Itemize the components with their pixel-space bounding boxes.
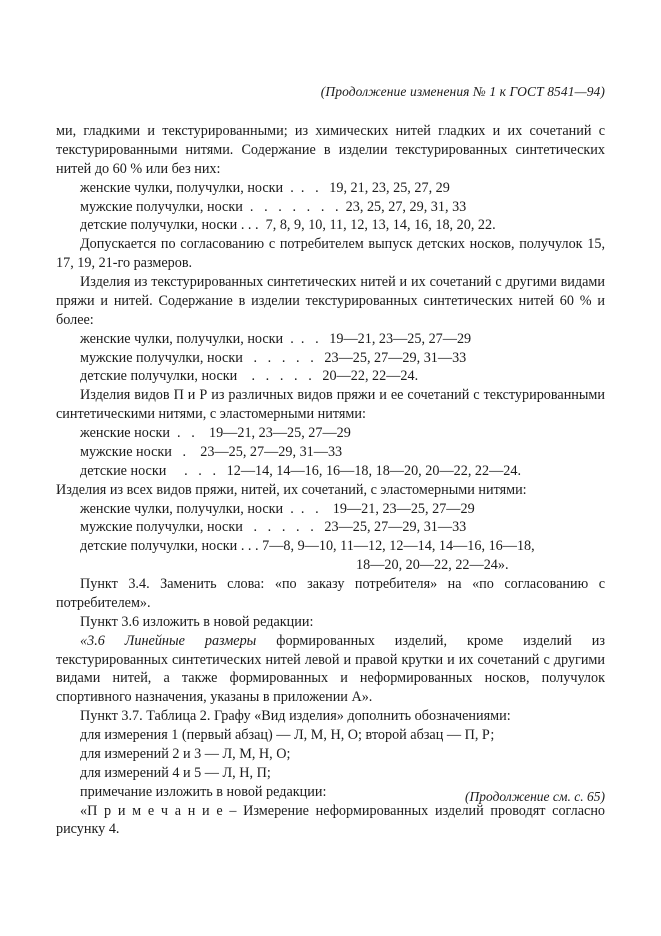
list-item: женские чулки, получулки, носки . . . 19, 21, 23, 25, 27, 29 (80, 179, 450, 196)
paragraph-3: Изделия из текстурированных синтетических нитей и их сочетаний с другими видами пряжи и нитей. Содержание в изделии текстурированных синтетических нитей 60 % и более: (56, 274, 605, 328)
list-item: примечание изложить в новой редакции: (80, 783, 327, 800)
paragraph-1: ми, гладкими и текстурированными; из химических нитей гладких и их сочетаний с текстурированными нитями. Содержание в изделии текстурированных синтетических нитей до 60 % или без них: (56, 123, 605, 177)
note-label: «П р и м е ч а н и е (80, 802, 223, 819)
paragraph-9: Пункт 3.7. Таблица 2. Графу «Вид изделия» дополнить обозначениями: (80, 708, 511, 725)
paragraph-7: Пункт 3.6 изложить в новой редакции: (80, 613, 314, 630)
note-paragraph (56, 802, 605, 840)
paragraph-8 (56, 632, 605, 708)
list-item: мужские получулки, носки . . . . . 23—25, 27—29, 31—33 (80, 519, 467, 536)
list-item: детские носки . . . 12—14, 14—16, 16—18, 18—20, 20—22, 22—24. (80, 462, 522, 479)
page-header-continuation-note: (Продолжение изменения № 1 к ГОСТ 8541—94) (320, 84, 605, 99)
list-item: женские носки . . 19—21, 23—25, 27—29 (80, 425, 351, 441)
list-item: детские получулки, носки . . . 7, 8, 9, 10, 11, 12, 13, 14, 16, 18, 20, 22. (80, 217, 496, 234)
paragraph-8-lead: «3.6 Линейные размеры (80, 632, 257, 649)
list-item: для измерений 2 и 3 — Л, М, Н, О; (80, 745, 291, 762)
list-item: мужские получулки, носки . . . . . 23—25, 27—29, 31—33 (80, 349, 467, 366)
paragraph-8-rest: формированных изделий, кроме изделий из текстурированных синтетических нитей левой и правой крутки и их сочетаний с другими видами нитей, а также формированных и неформированных носков, получулок спортивного назначения, указаны в приложении А». (56, 632, 605, 706)
paragraph-5: Изделия из всех видов пряжи, нитей, их сочетаний, с эластомерными нитями: (56, 481, 527, 498)
list-item: женские чулки, получулки, носки . . . 19—21, 23—25, 27—29 (80, 500, 475, 517)
paragraph-4: Изделия видов П и Р из различных видов пряжи и ее сочетаний с текстурированными синтетическими нитями, с эластомерными нитями: (56, 387, 605, 423)
paragraph-6: Пункт 3.4. Заменить слова: «по заказу потребителя» на «по согласованию с потребителем». (56, 576, 605, 611)
list-item: детские получулки, носки . . . . . 20—22, 22—24. (80, 368, 419, 385)
list-item: для измерений 4 и 5 — Л, Н, П; (80, 764, 271, 781)
document-body (56, 122, 605, 839)
page-footer-continuation-note: (Продолжение см. с. 65) (465, 789, 605, 804)
list-item: женские чулки, получулки, носки . . . 19—21, 23—25, 27—29 (80, 330, 472, 347)
list-item: детские получулки, носки . . . 7—8, 9—10, 11—12, 12—14, 14—16, 16—18, (80, 538, 535, 555)
list-item: мужские носки . 23—25, 27—29, 31—33 (80, 443, 343, 460)
list-item: для измерения 1 (первый абзац) — Л, М, Н, О; второй абзац — П, Р; (80, 727, 495, 743)
list-item-continuation: 18—20, 20—22, 22—24». (356, 557, 509, 574)
paragraph-2: Допускается по согласованию с потребителем выпуск детских носков, получулок 15, 17, 19, 21-го размеров. (56, 236, 605, 272)
note-text: – Измерение неформированных изделий проводят согласно рисунку 4. (56, 802, 605, 838)
list-item: мужские получулки, носки . . . . . . . 23, 25, 27, 29, 31, 33 (80, 198, 467, 215)
